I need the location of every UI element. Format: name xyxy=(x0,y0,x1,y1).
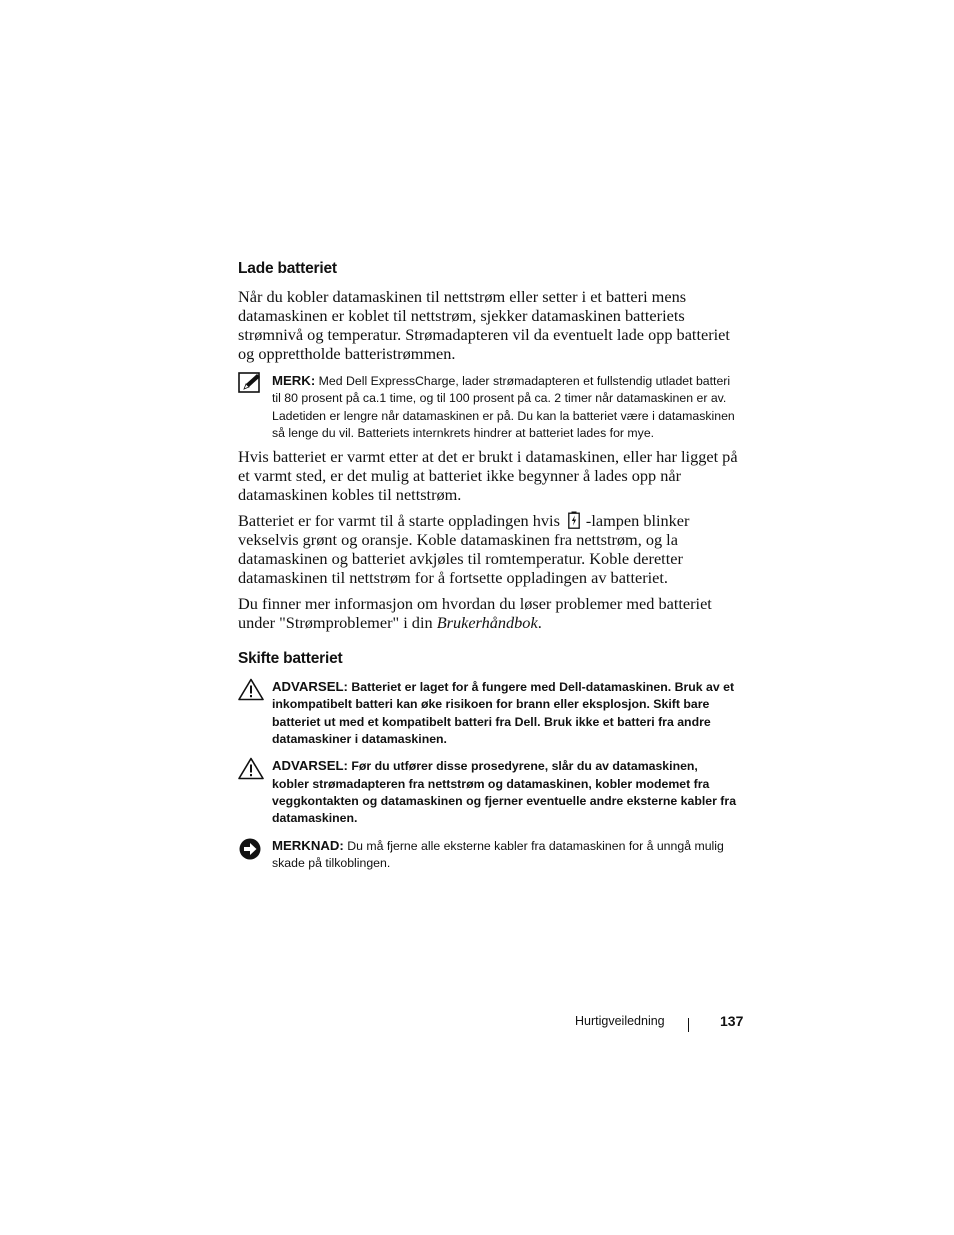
notice-text: Du må fjerne alle eksterne kabler fra datamaskinen for å unngå mulig skade på tilkoblingen. xyxy=(272,838,724,870)
too-hot-paragraph xyxy=(238,511,738,587)
charge-intro-paragraph: Når du kobler datamaskinen til nettstrøm eller setter i et batteri mens datamaskinen er koblet til nettstrøm, sjekker datamaskinen batteriets strømnivå og temperatur. Strømadapteren vil da eventuelt lade opp batteriet og opprettholde batteristrømmen. xyxy=(238,287,730,363)
footer-separator xyxy=(688,1018,689,1032)
page-content xyxy=(238,258,738,872)
note-text: Med Dell ExpressCharge, lader strømadapteren et fullstendig utladet batteri til 80 prosent på ca.1 time, og til 100 prosent på ca. 2 timer når datamaskinen er av. Ladetiden er lengre når datamaskinen er på. Du kan la batteriet være i datamaskinen så lenge du vil. Batteriets internkrets hindrer at batteriet lades for mye. xyxy=(272,374,735,440)
page-number: 137 xyxy=(720,1013,744,1029)
warning-triangle-icon xyxy=(238,678,264,702)
too-hot-text-after: -lampen blinker vekselvis grønt og oransje. Koble datamaskinen fra nettstrøm, og la datamaskinen og batteriet avkjøles til romtemperatur. Koble deretter datamaskinen til nettstrøm for å fortsette oppladingen av batteriet. xyxy=(238,511,690,588)
footer-title: Hurtigveiledning xyxy=(575,1014,665,1028)
warning-text: Batteriet er laget for å fungere med Dell-datamaskinen. Bruk av et inkompatibelt batteri kan øke risikoen for brann eller eksplosjon. Skift bare batteriet ut med et kompatibelt batteri fra Dell. Bruk ikke et batteri fra andre datamaskiner i datamaskinen. xyxy=(272,680,735,747)
warning-label: ADVARSEL: xyxy=(272,758,348,774)
pencil-note-icon xyxy=(238,372,264,396)
more-info-text: Du finner mer informasjon om hvordan du løser problemer med batteriet under "Strømproblemer" i din xyxy=(238,594,712,633)
section-heading-replace-battery: Skifte batteriet xyxy=(238,650,343,668)
notice-arrow-icon xyxy=(238,837,264,861)
too-hot-text-before: Batteriet er for varmt til å starte oppladingen hvis xyxy=(238,511,560,531)
battery-status-icon xyxy=(568,511,580,529)
notice-box xyxy=(238,837,738,873)
warning-text: Før du utfører disse prosedyrene, slår du av datamaskinen, kobler strømadapteren fra nettstrøm og datamaskinen, kobler modemet fra veggkontakten og datamaskinen og fjerner eventuelle andre eksterne kabler fra datamaskinen. xyxy=(272,759,737,826)
warning-box-compatible-battery xyxy=(238,678,738,748)
note-box xyxy=(238,372,738,442)
more-info-end: . xyxy=(537,613,542,633)
warning-triangle-icon xyxy=(238,757,264,781)
notice-label: MERKNAD: xyxy=(272,837,344,853)
user-guide-reference: Brukerhåndbok xyxy=(436,613,538,633)
warning-box-power-off xyxy=(238,757,738,827)
note-label: MERK: xyxy=(272,373,316,388)
section-heading-charge-battery: Lade batteriet xyxy=(238,260,337,277)
more-info-paragraph xyxy=(238,594,738,632)
warning-label: ADVARSEL: xyxy=(272,679,348,695)
hot-battery-paragraph: Hvis batteriet er varmt etter at det er brukt i datamaskinen, eller har ligget på et varmt sted, er det mulig at batteriet ikke begynner å lades opp når datamaskinen kobles til nettstrøm. xyxy=(238,447,738,505)
